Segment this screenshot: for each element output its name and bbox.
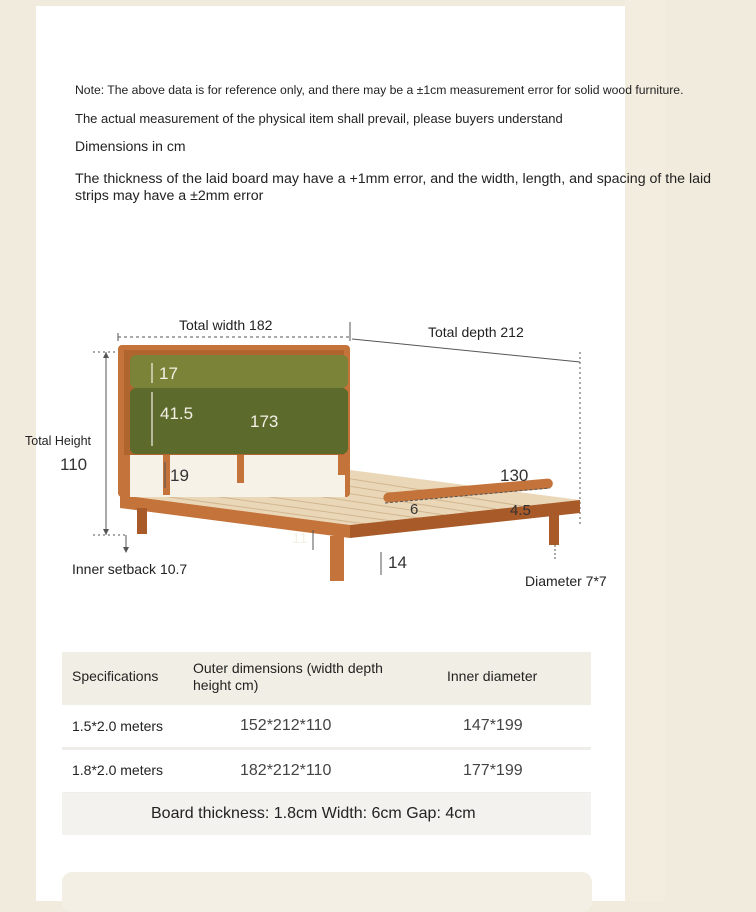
headboard-width-dim: 173 — [250, 412, 279, 431]
table-header-row — [62, 652, 591, 705]
rail-height-dim: 11 — [292, 530, 308, 547]
slat-gap-dim: 4.5 — [510, 502, 531, 519]
leg-gap-dim: 19 — [170, 466, 189, 485]
total-height-value: 110 — [60, 455, 88, 474]
spec-name: 1.8*2.0 meters — [72, 762, 164, 778]
table-footer-row — [62, 793, 591, 835]
table-row — [62, 705, 591, 747]
inner-setback-label: Inner setback 10.7 — [72, 561, 188, 577]
bed-frame — [118, 345, 580, 581]
table-row — [62, 750, 591, 792]
outer-dimension-value: 182*212*110 — [240, 762, 332, 779]
slat-length-dim: 130 — [500, 466, 529, 485]
leg-height-dim: 14 — [388, 553, 407, 572]
spec-name: 1.5*2.0 meters — [72, 718, 164, 734]
headboard-panel-dim: 41.5 — [160, 404, 194, 423]
note-units: Dimensions in cm — [75, 138, 186, 154]
total-height-label: Total Height — [25, 434, 92, 448]
inner-diameter-value: 177*199 — [463, 762, 523, 779]
headboard-top-dim: 17 — [159, 364, 178, 383]
specifications-table — [62, 652, 591, 835]
outer-dimension-value: 152*212*110 — [240, 717, 332, 734]
inner-diameter-value: 147*199 — [463, 717, 523, 734]
next-section-card — [62, 872, 592, 912]
note-reference: Note: The above data is for reference only, and there may be a ±1cm measurement error for solid wood furniture. — [75, 83, 684, 97]
diameter-label: Diameter 7*7 — [525, 573, 607, 589]
header-inner-diameter: Inner diameter — [447, 668, 538, 684]
total-width-label: Total width 182 — [179, 317, 273, 333]
slat-width-dim: 6 — [410, 501, 419, 518]
board-thickness-note: Board thickness: 1.8cm Width: 6cm Gap: 4cm — [151, 805, 476, 822]
header-specifications: Specifications — [72, 668, 159, 684]
note-actual-measurement: The actual measurement of the physical item shall prevail, please buyers understand — [75, 111, 563, 126]
total-depth-label: Total depth 212 — [428, 324, 524, 340]
header-outer-dimensions: Outer dimensions (width depth height cm) — [193, 660, 383, 693]
note-board-tolerance: The thickness of the laid board may have a +1mm error, and the width, length, and spacing of the laid strips may have a ±2mm error — [75, 171, 712, 204]
